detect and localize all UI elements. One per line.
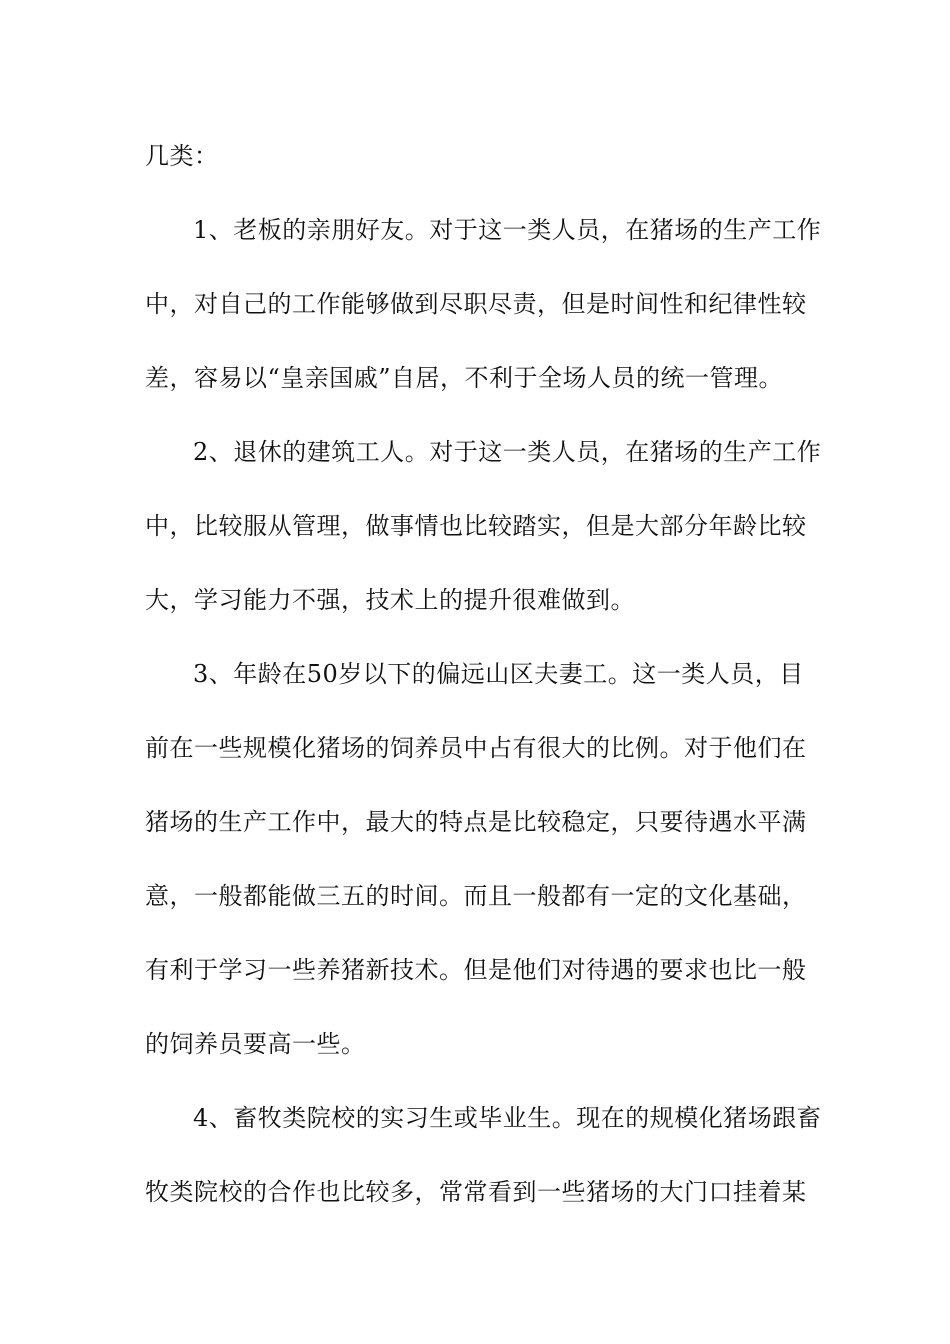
text-line: 的饲养员要高一些。 bbox=[145, 1030, 366, 1058]
text-line: 意，一般都能做三五的时间。而且一般都有一定的文化基础， bbox=[145, 882, 807, 910]
paragraph-2-start: 2、退休的建筑工人。对于这一类人员，在猪场的生产工作 bbox=[193, 438, 822, 466]
text-line: 有利于学习一些养猪新技术。但是他们对待遇的要求也比一般 bbox=[145, 956, 807, 984]
paragraph-3-start: 3、年龄在50岁以下的偏远山区夫妻工。这一类人员，目 bbox=[193, 660, 804, 688]
text-line: 中，比较服从管理，做事情也比较踏实，但是大部分年龄比较 bbox=[145, 512, 807, 540]
text-line: 大，学习能力不强，技术上的提升很难做到。 bbox=[145, 586, 635, 614]
paragraph-1-start: 1、老板的亲朋好友。对于这一类人员，在猪场的生产工作 bbox=[193, 216, 822, 244]
paragraph-4-start: 4、畜牧类院校的实习生或毕业生。现在的规模化猪场跟畜 bbox=[193, 1104, 822, 1132]
text-line: 几类： bbox=[145, 142, 219, 170]
text-line: 前在一些规模化猪场的饲养员中占有很大的比例。对于他们在 bbox=[145, 734, 807, 762]
text-line: 中，对自己的工作能够做到尽职尽责，但是时间性和纪律性较 bbox=[145, 290, 807, 318]
text-line: 差，容易以“皇亲国戚”自居，不利于全场人员的统一管理。 bbox=[145, 364, 784, 392]
text-line: 牧类院校的合作也比较多，常常看到一些猪场的大门口挂着某 bbox=[145, 1178, 807, 1206]
text-line: 猪场的生产工作中，最大的特点是比较稳定，只要待遇水平满 bbox=[145, 808, 807, 836]
